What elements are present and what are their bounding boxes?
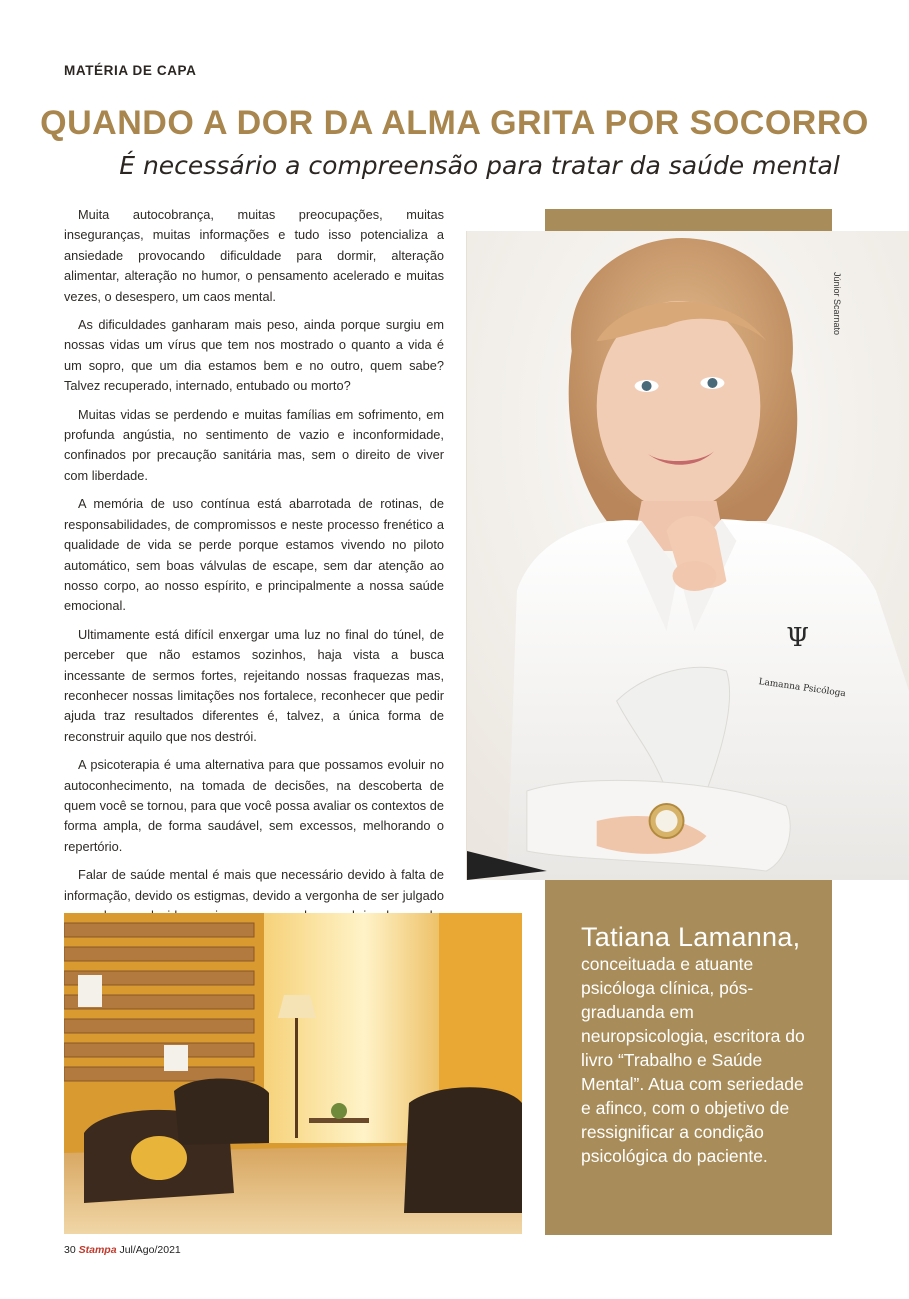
psi-logo-icon: Ψ	[786, 622, 810, 654]
shirt-logo-text: Lamanna Psicóloga	[757, 677, 847, 700]
issue-date: Jul/Ago/2021	[119, 1244, 181, 1256]
paragraph: Ultimamente está difícil enxergar uma luz no final do túnel, de perceber que não estamos sozinhos, haja vista a busca incessante de sermos fortes, rejeitando nossas fraquezas mas, reconhecer nossas limitações nos fortalece, reconhecer que pedir ajuda traz resultados diferentes é, talvez, a única forma de reconstruir aquilo que nos destrói.	[64, 626, 444, 744]
office-illustration	[64, 913, 522, 1234]
section-tag: MATÉRIA DE CAPA	[64, 63, 197, 78]
photo-credit: Júnior Scarnato	[832, 272, 842, 336]
page-footer	[64, 1244, 181, 1256]
bio-box	[545, 880, 832, 1235]
article-body	[64, 205, 444, 1036]
page-number: 30	[64, 1244, 76, 1256]
paragraph: Muita autocobrança, muitas preocupações, muitas inseguranças, muitas informações e tudo isso potencializa a ansiedade provocando dificuldade para dormir, alteração alimentar, alteração no humor, o pensamento acelerado e muitas vezes, o desespero, um caos mental.	[64, 207, 444, 304]
portrait-illustration	[467, 231, 909, 880]
headline: QUANDO A DOR DA ALMA GRITA POR SOCORRO	[40, 104, 869, 142]
magazine-brand: Stampa	[78, 1244, 117, 1256]
bio-description: conceituada e atuante psicóloga clínica, pós-graduanda em neuropsicologia, escritora do livro “Trabalho e Saúde Mental”. Atua com seriedade e afinco, com o objetivo de ressignificar a condição psicológica do paciente.	[581, 954, 805, 1166]
subheadline: É necessário a compreensão para tratar da saúde mental	[119, 151, 840, 180]
photo-top-band	[545, 209, 832, 231]
paragraph: A psicoterapia é uma alternativa para que possamos evoluir no autoconhecimento, na tomada de decisões, na descoberta de quem você se tornou, para que você possa avaliar os contextos de forma ampla, de forma saudável, sem excessos, melhorando o repertório.	[64, 757, 444, 854]
paragraph: As dificuldades ganharam mais peso, ainda porque surgiu em nossas vidas um vírus que tem nos mostrado o quanto a vida é um sopro, que um dia estamos bem e no outro, quem sabe? Talvez recuperado, internado, entubado ou morto?	[64, 317, 444, 394]
portrait-photo	[466, 231, 909, 880]
paragraph: A memória de uso contínua está abarrotada de rotinas, de responsabilidades, de compromissos e neste processo frenético a qualidade de vida se perde porque estamos vivendo no piloto automático, sem boas válvulas de escape, sem dar atenção ao nosso corpo, ao nosso espírito, e principalmente a nossa saúde emocional.	[64, 496, 444, 614]
bio-name: Tatiana Lamanna,	[581, 922, 801, 952]
office-photo	[64, 913, 522, 1234]
paragraph: Muitas vidas se perdendo e muitas famílias em sofrimento, em profunda angústia, no sentimento de vazio e inconformidade, confinados por precaução sanitária mas, sem o direito de viver com liberdade.	[64, 406, 444, 483]
paragraph: Falar de saúde mental é mais que necessário devido à falta de informação, devido os estigmas, devido a vergonha de ser julgado	[64, 867, 444, 903]
